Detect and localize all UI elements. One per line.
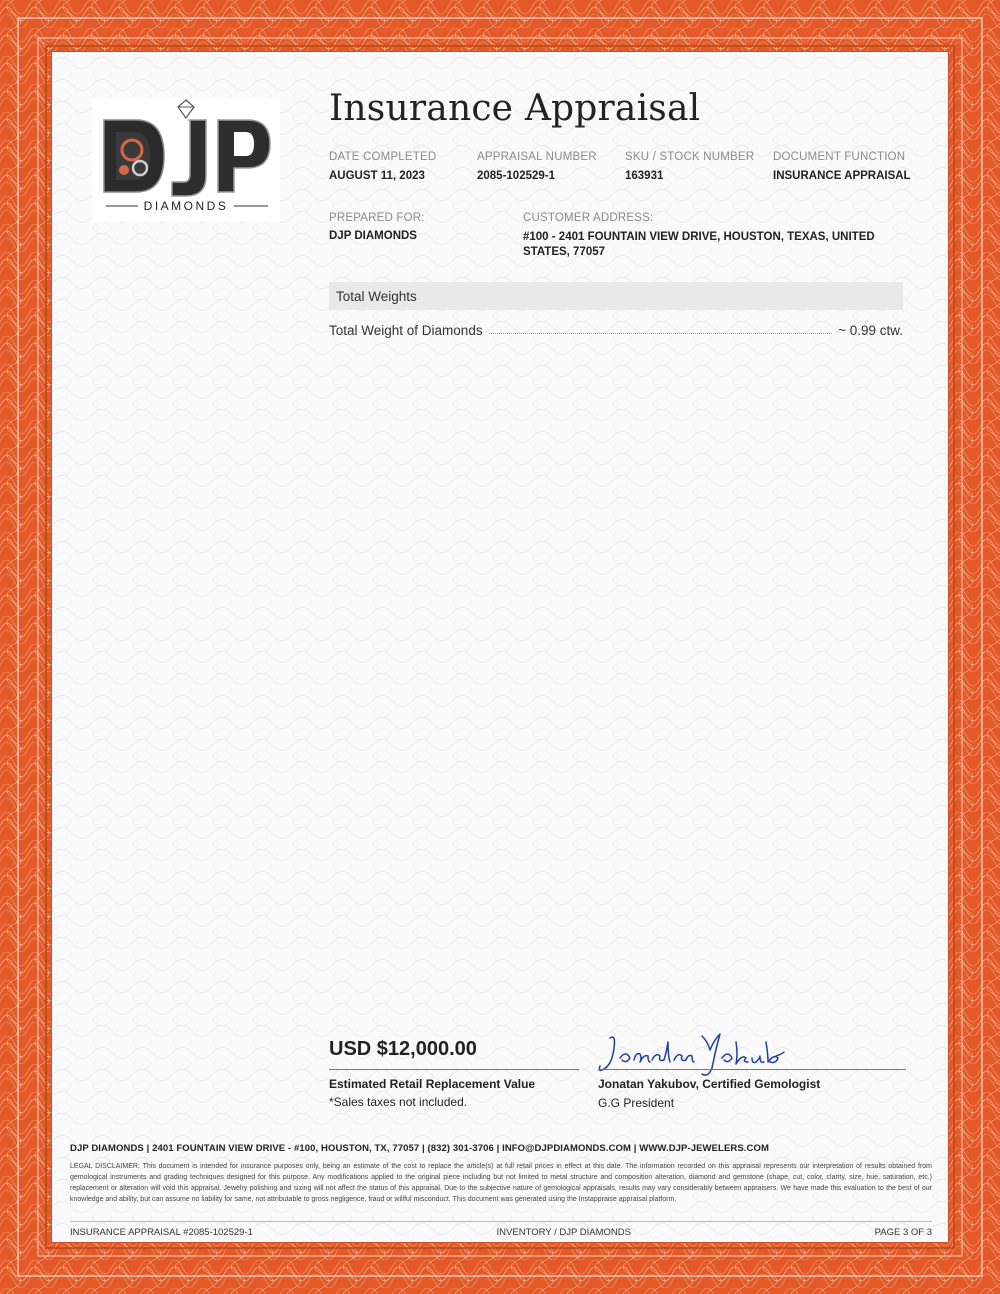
appraisal-number-label: APPRAISAL NUMBER (477, 151, 597, 163)
total-weights-title: Total Weights (336, 288, 417, 304)
page-footer (70, 1221, 932, 1242)
djp-diamonds-logo (92, 98, 280, 222)
document-function-value: INSURANCE APPRAISAL (773, 170, 911, 182)
total-weight-row (329, 320, 903, 338)
date-completed-label: DATE COMPLETED (329, 151, 437, 163)
signer-name: Jonatan Yakubov, Certified Gemologist (598, 1077, 821, 1091)
prepared-for-value: DJP DIAMONDS (329, 230, 417, 242)
customer-address-value: #100 - 2401 FOUNTAIN VIEW DRIVE, HOUSTON, TEXAS, UNITED STATES, 77057 (523, 231, 875, 258)
svg-text:DIAMONDS: DIAMONDS (143, 199, 229, 213)
signer-title: G.G President (598, 1096, 675, 1110)
prepared-for-label: PREPARED FOR: (329, 212, 425, 224)
customer-address-label: CUSTOMER ADDRESS: (523, 212, 654, 224)
replacement-value-amount: USD $12,000.00 (329, 1038, 477, 1060)
document-function-label: DOCUMENT FUNCTION (773, 151, 906, 163)
page-number: PAGE 3 OF 3 (874, 1226, 932, 1238)
sales-tax-note: *Sales taxes not included. (329, 1095, 468, 1109)
footer-appraisal-id: INSURANCE APPRAISAL #2085-102529-1 (70, 1226, 253, 1238)
sku-label: SKU / STOCK NUMBER (625, 151, 755, 163)
date-completed-value: AUGUST 11, 2023 (329, 170, 425, 182)
value-underline (329, 1069, 579, 1070)
total-weight-label: Total Weight of Diamonds (329, 323, 483, 338)
page-title: Insurance Appraisal (329, 88, 701, 129)
dot-leader (489, 332, 833, 334)
replacement-value-label: Estimated Retail Replacement Value (329, 1077, 536, 1091)
total-weights-header (329, 282, 903, 310)
appraisal-number-value: 2085-102529-1 (477, 170, 556, 182)
signature-line (598, 1069, 906, 1070)
total-weight-value: ~ 0.99 ctw. (838, 323, 903, 338)
handwritten-signature (596, 1028, 786, 1080)
legal-disclaimer: LEGAL DISCLAIMER: This document is intended for insurance purposes only, being an estimate of the cost to replace the article(s) at full retail prices in effect at this date. The information recorded on this appraisal represents our interpretation of results obtained from gemological instruments and grading techniques designed for this purpose. Any modifications applied to the original piece including but not limited to metal structure and composition alteration, diamond and gemstone (shape, cut, color, clarity, size, hue, saturation, etc.) replacement or alteration will void this appraisal. Jewelry polishing and sizing will not affect the status of this appraisal. Due to the subjective nature of gemological appraisals, results may vary considerably between appraisers. We have made this evaluation to the best of our knowledge and ability, but can assume no liability for same, not attributable to gross negligence, fraud or willful misconduct. This document was generated using the Instappraise appraisal platform. (70, 1163, 932, 1203)
company-contact-line: DJP DIAMONDS | 2401 FOUNTAIN VIEW DRIVE - #100, HOUSTON, TX, 77057 | (832) 301-3706 | INFO@DJPDIAMONDS.COM | WWW.DJP-JEWELERS.COM (70, 1143, 769, 1154)
sku-value: 163931 (625, 170, 664, 182)
footer-inventory: INVENTORY / DJP DIAMONDS (496, 1226, 631, 1238)
